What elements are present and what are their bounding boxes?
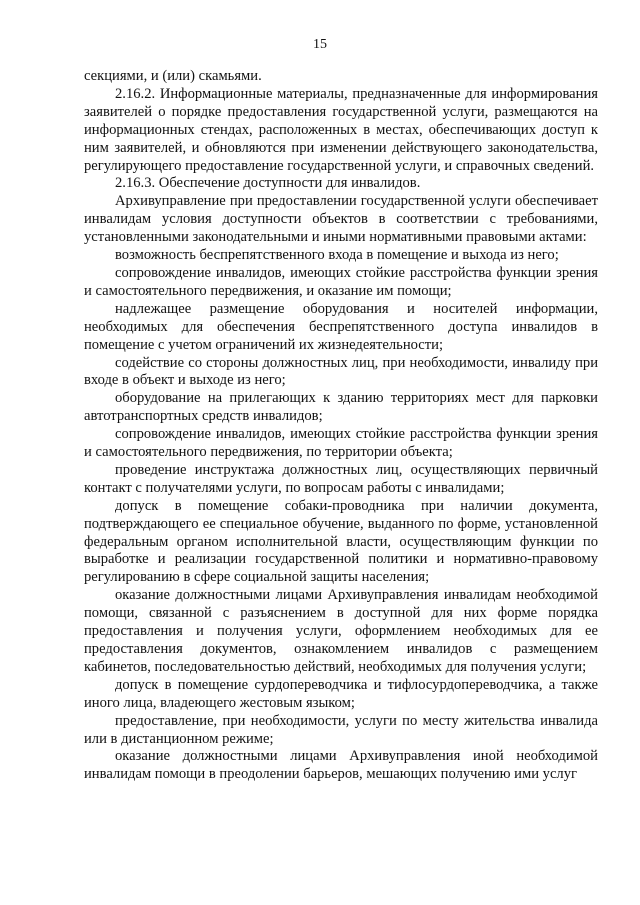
- paragraph: возможность беспрепятственного входа в помещение и выхода из него;: [115, 247, 559, 264]
- paragraph: проведение инструктажа должностных лиц, осуществляющих первичный контакт с получателями услуги, по вопросам работы с инвалидами;: [84, 461, 598, 496]
- page-number: 15: [313, 37, 327, 52]
- paragraph: 2.16.3. Обеспечение доступности для инвалидов.: [115, 175, 421, 192]
- paragraph: секциями, и (или) скамьями.: [84, 68, 262, 84]
- paragraph: сопровождение инвалидов, имеющих стойкие расстройства функции зрения и самостоятельного передвижения, по территории объекта;: [84, 426, 598, 461]
- paragraph: 2.16.2. Информационные материалы, предназначенные для информирования заявителей о порядке предоставления государственной услуги, размещаются на информационных стендах, расположенных в местах, обеспечивающих доступ к ним заявителей, и обновляются при изменении действующего законодательства, регулирующего предоставление государственной услуги, и справочных сведений.: [84, 85, 598, 174]
- paragraph: оборудование на прилегающих к зданию территориях мест для парковки автотранспортных средств инвалидов;: [84, 390, 598, 425]
- paragraph: допуск в помещение сурдопереводчика и тифлосурдопереводчика, а также иного лица, владеющего жестовым языком;: [84, 676, 598, 711]
- paragraph: Архивуправление при предоставлении государственной услуги обеспечивает инвалидам условия доступности объектов в соответствии с требованиями, установленными законодательными и иными нормативными правовыми актами:: [84, 193, 598, 246]
- paragraph: оказание должностными лицами Архивуправления иной необходимой инвалидам помощи в преодолении барьеров, мешающих получению ими услуг: [84, 748, 598, 783]
- document-body: [84, 68, 598, 784]
- paragraph: надлежащее размещение оборудования и носителей информации, необходимых для обеспечения беспрепятственного доступа инвалидов в помещение с учетом ограничений их жизнедеятельности;: [84, 300, 598, 353]
- paragraph: предоставление, при необходимости, услуги по месту жительства инвалида или в дистанционном режиме;: [84, 712, 598, 747]
- paragraph: допуск в помещение собаки-проводника при наличии документа, подтверждающего ее специальное обучение, выданного по форме, установленной федеральным органом исполнительной власти, осуществляющим функции по выработке и реализации государственной политики и нормативно-правовому регулированию в сфере социальной защиты населения;: [84, 497, 598, 586]
- paragraph: оказание должностными лицами Архивуправления инвалидам необходимой помощи, связанной с разъяснением в доступной для них форме порядка предоставления и получения услуги, оформлением необходимых для ее предоставления документов, ознакомлением инвалидов с размещением кабинетов, последовательностью действий, необходимых для получения услуги;: [84, 587, 598, 675]
- paragraph: сопровождение инвалидов, имеющих стойкие расстройства функции зрения и самостоятельного передвижения, и оказание им помощи;: [84, 264, 598, 299]
- paragraph: содействие со стороны должностных лиц, при необходимости, инвалиду при входе в объект и выходе из него;: [84, 354, 598, 389]
